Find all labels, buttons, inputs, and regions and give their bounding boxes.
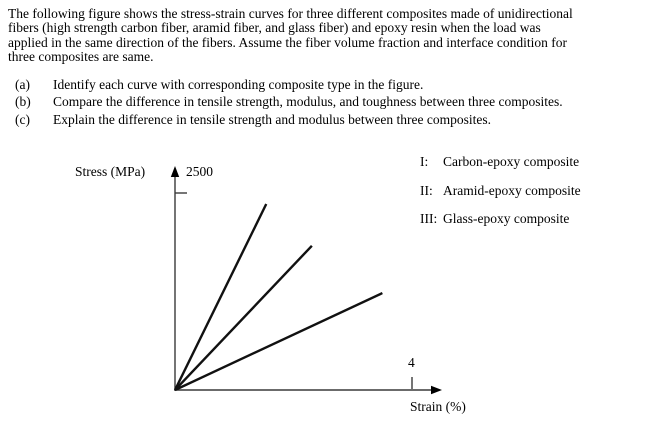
- question-item: [15, 76, 563, 93]
- question-label: (c): [15, 111, 30, 127]
- y-axis-label: Stress (MPa): [75, 164, 146, 179]
- problem-statement: [8, 7, 656, 65]
- x-tick-label: 4: [408, 355, 415, 370]
- legend-name: Carbon-epoxy composite: [443, 154, 580, 169]
- curve-II: [175, 246, 312, 390]
- legend-entry: [420, 155, 581, 169]
- legend-numeral: II:: [420, 182, 433, 198]
- question-list: [15, 76, 563, 128]
- legend-name: Aramid-epoxy composite: [443, 182, 581, 198]
- paragraph-line: applied in the same direction of the fibers. Assume the fiber volume fraction and interface condition for: [8, 34, 567, 50]
- stress-strain-figure: [0, 140, 657, 430]
- legend-entry: [420, 212, 581, 226]
- question-text: Explain the difference in tensile strength and modulus between three composites.: [53, 111, 491, 127]
- paragraph-line: three composites are same.: [8, 49, 154, 65]
- legend-numeral: I:: [420, 154, 429, 169]
- question-text: Compare the difference in tensile strength, modulus, and toughness between three composites.: [53, 94, 563, 110]
- question-label: (a): [15, 77, 30, 92]
- y-tick-label: 2500: [186, 164, 213, 179]
- y-axis-arrowhead-icon: [171, 166, 179, 177]
- legend-name: Glass-epoxy composite: [443, 211, 570, 226]
- curve-I: [175, 204, 266, 390]
- legend-numeral: III:: [420, 211, 438, 226]
- legend-entry: [420, 184, 581, 198]
- chart-legend: [420, 155, 581, 241]
- x-axis-label: Strain (%): [410, 399, 466, 414]
- x-axis-arrowhead-icon: [431, 386, 442, 394]
- paragraph-line: The following figure shows the stress-strain curves for three different composites made of unidirectional: [8, 6, 573, 21]
- question-label: (b): [15, 94, 31, 110]
- question-text: Identify each curve with corresponding composite type in the figure.: [53, 77, 424, 92]
- question-item: [15, 111, 563, 128]
- paragraph-line: fibers (high strength carbon fiber, aramid fiber, and glass fiber) and epoxy resin when the load was: [8, 20, 541, 36]
- question-item: [15, 93, 563, 110]
- curve-III: [175, 293, 382, 390]
